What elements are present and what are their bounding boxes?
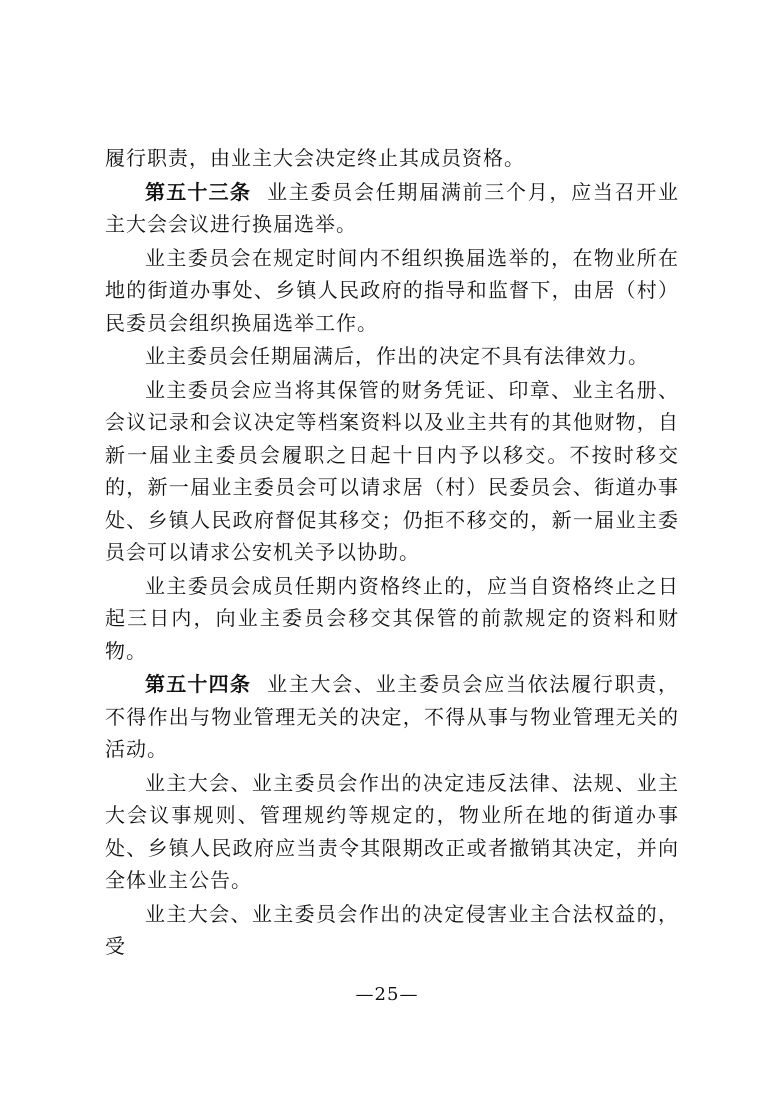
paragraph (105, 176, 679, 241)
paragraph-text: 业主委员会应当将其保管的财务凭证、印章、业主名册、会议记录和会议决定等档案资料以及业主共有的其他财物，自新一届业主委员会履职之日起十日内予以移交。不按时移交的，新一届业主委员会可以请求居（村）民委员会、街道办事处、乡镇人民政府督促其移交；仍拒不移交的，新一届业主委员会可以请求公安机关予以协助。 (105, 377, 679, 564)
paragraph-text: 业主大会、业主委员会作出的决定违反法律、法规、业主大会议事规则、管理规约等规定的，物业所在地的街道办事处、乡镇人民政府应当责令其限期改正或者撤销其决定，并向全体业主公告。 (105, 770, 679, 892)
paragraph (105, 668, 679, 766)
paragraph (105, 340, 679, 373)
paragraph (105, 767, 679, 897)
paragraph-text: 履行职责，由业主大会决定终止其成员资格。 (105, 146, 525, 170)
paragraph (105, 242, 679, 340)
paragraph-text: 业主大会、业主委员会作出的决定侵害业主合法权益的，受 (105, 901, 679, 958)
paragraph-text: 业主委员会任期届满后，作出的决定不具有法律效力。 (145, 344, 649, 368)
paragraph (105, 570, 679, 668)
document-body (105, 142, 679, 964)
paragraph (105, 142, 679, 175)
paragraph-text: 业主委员会成员任期内资格终止的，应当自资格终止之日起三日内，向业主委员会移交其保管的前款规定的资料和财物。 (105, 573, 679, 663)
paragraph-text: 业主委员会任期届满前三个月，应当召开业主大会会议进行换届选举。 (105, 179, 680, 236)
article-heading: 第五十三条 (145, 179, 252, 204)
paragraph-text: 业主委员会在规定时间内不组织换届选举的，在物业所在地的街道办事处、乡镇人民政府的指导和监督下，由居（村）民委员会组织换届选举工作。 (105, 245, 679, 335)
paragraph (105, 898, 679, 963)
article-heading: 第五十四条 (145, 672, 252, 696)
paragraph-text: 业主大会、业主委员会应当依法履行职责，不得作出与物业管理无关的决定，不得从事与物业管理无关的活动。 (105, 672, 680, 761)
paragraph (105, 374, 679, 569)
page-number: —25— (355, 984, 419, 1005)
